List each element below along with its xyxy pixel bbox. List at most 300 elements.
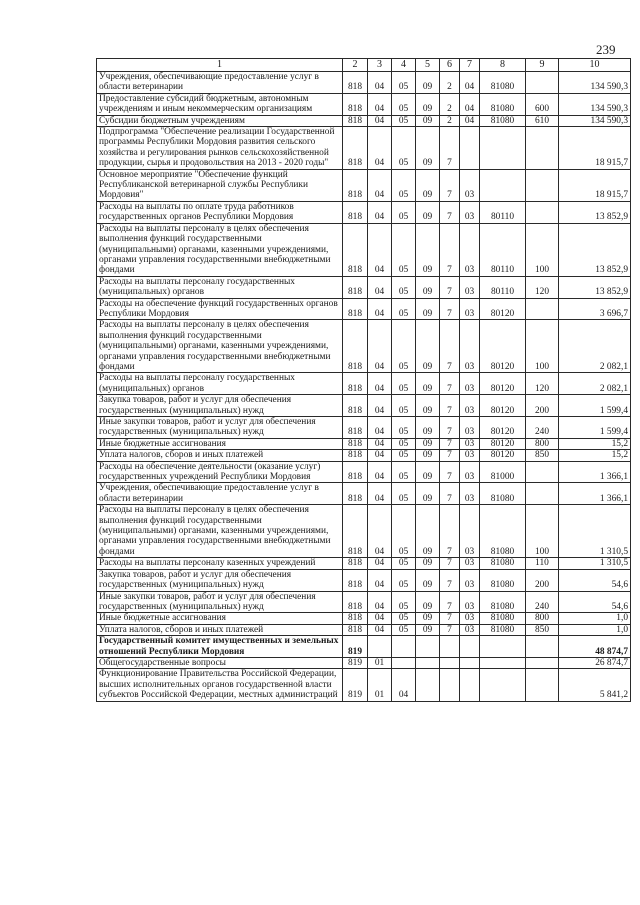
column-header: 6 bbox=[440, 59, 460, 72]
row-code-cell: 05 bbox=[392, 613, 416, 624]
row-code-cell: 09 bbox=[416, 438, 440, 449]
row-sum-cell: 1 366,1 bbox=[559, 461, 631, 483]
row-code-cell: 818 bbox=[343, 613, 368, 624]
row-code-cell: 09 bbox=[416, 201, 440, 223]
row-code-cell bbox=[416, 657, 440, 668]
row-code-cell: 03 bbox=[460, 624, 480, 635]
row-sum-cell: 1 599,4 bbox=[559, 417, 631, 439]
row-code-cell: 01 bbox=[368, 657, 392, 668]
row-code-cell bbox=[480, 657, 526, 668]
table-row bbox=[97, 636, 631, 658]
row-code-cell: 818 bbox=[343, 201, 368, 223]
row-code-cell: 80120 bbox=[480, 438, 526, 449]
row-sum-cell: 54,6 bbox=[559, 569, 631, 591]
table-row bbox=[97, 669, 631, 701]
row-name-cell: Расходы на выплаты персоналу в целях обеспечения выполнения функций государственными (муниципальными) органами, казенными учреждениями, органами управления государственными внебюджетными фондами bbox=[97, 505, 343, 558]
row-code-cell: 818 bbox=[343, 72, 368, 94]
row-code-cell: 819 bbox=[343, 636, 368, 658]
row-code-cell: 240 bbox=[526, 417, 559, 439]
column-header: 3 bbox=[368, 59, 392, 72]
row-code-cell: 04 bbox=[368, 169, 392, 201]
row-code-cell: 7 bbox=[440, 558, 460, 569]
row-code-cell bbox=[440, 669, 460, 701]
row-code-cell: 04 bbox=[368, 624, 392, 635]
row-code-cell bbox=[392, 657, 416, 668]
table-row bbox=[97, 450, 631, 461]
row-sum-cell: 1 366,1 bbox=[559, 483, 631, 505]
row-code-cell: 7 bbox=[440, 461, 460, 483]
row-code-cell: 05 bbox=[392, 505, 416, 558]
row-sum-cell: 134 590,3 bbox=[559, 93, 631, 115]
row-code-cell bbox=[526, 636, 559, 658]
row-code-cell: 05 bbox=[392, 373, 416, 395]
row-code-cell: 818 bbox=[343, 276, 368, 298]
row-code-cell: 09 bbox=[416, 461, 440, 483]
row-code-cell: 05 bbox=[392, 450, 416, 461]
column-header: 2 bbox=[343, 59, 368, 72]
table-row bbox=[97, 169, 631, 201]
column-header: 8 bbox=[480, 59, 526, 72]
row-code-cell: 04 bbox=[368, 320, 392, 373]
row-code-cell: 81080 bbox=[480, 72, 526, 94]
row-code-cell: 05 bbox=[392, 558, 416, 569]
row-code-cell: 09 bbox=[416, 624, 440, 635]
row-code-cell: 7 bbox=[440, 613, 460, 624]
row-code-cell: 03 bbox=[460, 450, 480, 461]
row-code-cell: 09 bbox=[416, 569, 440, 591]
row-sum-cell: 54,6 bbox=[559, 591, 631, 613]
row-code-cell: 05 bbox=[392, 438, 416, 449]
row-code-cell: 03 bbox=[460, 395, 480, 417]
row-sum-cell: 2 082,1 bbox=[559, 320, 631, 373]
row-code-cell bbox=[392, 636, 416, 658]
row-code-cell: 818 bbox=[343, 505, 368, 558]
row-code-cell: 04 bbox=[368, 461, 392, 483]
row-code-cell: 05 bbox=[392, 569, 416, 591]
row-name-cell: Иные закупки товаров, работ и услуг для обеспечения государственных (муниципальных) нужд bbox=[97, 417, 343, 439]
row-code-cell bbox=[440, 636, 460, 658]
row-code-cell: 04 bbox=[368, 450, 392, 461]
row-code-cell: 110 bbox=[526, 558, 559, 569]
table-row bbox=[97, 613, 631, 624]
table-row bbox=[97, 127, 631, 170]
row-code-cell: 7 bbox=[440, 591, 460, 613]
row-code-cell: 03 bbox=[460, 169, 480, 201]
row-name-cell: Учреждения, обеспечивающие предоставление услуг в области ветеринарии bbox=[97, 483, 343, 505]
row-code-cell: 7 bbox=[440, 450, 460, 461]
row-code-cell: 04 bbox=[460, 115, 480, 126]
row-code-cell: 03 bbox=[460, 276, 480, 298]
row-code-cell: 05 bbox=[392, 93, 416, 115]
row-code-cell: 120 bbox=[526, 276, 559, 298]
row-code-cell: 80120 bbox=[480, 298, 526, 320]
row-code-cell: 04 bbox=[460, 93, 480, 115]
row-code-cell: 818 bbox=[343, 93, 368, 115]
row-code-cell: 80110 bbox=[480, 201, 526, 223]
row-code-cell: 04 bbox=[368, 373, 392, 395]
table-row bbox=[97, 320, 631, 373]
row-name-cell: Уплата налогов, сборов и иных платежей bbox=[97, 624, 343, 635]
row-code-cell: 80120 bbox=[480, 395, 526, 417]
row-code-cell: 80110 bbox=[480, 223, 526, 276]
row-name-cell: Расходы на выплаты персоналу государственных (муниципальных) органов bbox=[97, 373, 343, 395]
row-code-cell: 04 bbox=[368, 558, 392, 569]
table-row bbox=[97, 483, 631, 505]
row-code-cell: 818 bbox=[343, 417, 368, 439]
row-code-cell bbox=[480, 169, 526, 201]
row-code-cell bbox=[368, 636, 392, 658]
row-code-cell: 819 bbox=[343, 669, 368, 701]
row-code-cell bbox=[460, 669, 480, 701]
row-code-cell: 800 bbox=[526, 438, 559, 449]
row-code-cell bbox=[416, 669, 440, 701]
row-code-cell: 81080 bbox=[480, 93, 526, 115]
row-name-cell: Расходы на выплаты персоналу казенных учреждений bbox=[97, 558, 343, 569]
row-name-cell: Иные бюджетные ассигнования bbox=[97, 438, 343, 449]
row-code-cell: 818 bbox=[343, 591, 368, 613]
row-code-cell: 818 bbox=[343, 115, 368, 126]
row-code-cell: 818 bbox=[343, 127, 368, 170]
row-code-cell: 04 bbox=[368, 417, 392, 439]
row-name-cell: Расходы на обеспечение деятельности (оказание услуг) государственных учреждений Республики Мордовия bbox=[97, 461, 343, 483]
row-code-cell: 240 bbox=[526, 591, 559, 613]
row-code-cell: 818 bbox=[343, 569, 368, 591]
row-code-cell: 81080 bbox=[480, 483, 526, 505]
table-row bbox=[97, 93, 631, 115]
column-header: 5 bbox=[416, 59, 440, 72]
row-code-cell: 05 bbox=[392, 169, 416, 201]
table-body bbox=[97, 72, 631, 702]
row-code-cell bbox=[526, 201, 559, 223]
row-code-cell: 03 bbox=[460, 483, 480, 505]
row-code-cell bbox=[440, 657, 460, 668]
table-row bbox=[97, 201, 631, 223]
table-row bbox=[97, 417, 631, 439]
row-code-cell: 04 bbox=[368, 127, 392, 170]
row-code-cell: 05 bbox=[392, 395, 416, 417]
row-code-cell: 818 bbox=[343, 438, 368, 449]
row-code-cell: 04 bbox=[368, 395, 392, 417]
table-row bbox=[97, 276, 631, 298]
row-code-cell: 03 bbox=[460, 417, 480, 439]
row-code-cell: 81080 bbox=[480, 558, 526, 569]
row-name-cell: Иные закупки товаров, работ и услуг для обеспечения государственных (муниципальных) нужд bbox=[97, 591, 343, 613]
row-code-cell: 80120 bbox=[480, 373, 526, 395]
row-code-cell: 03 bbox=[460, 298, 480, 320]
row-code-cell bbox=[460, 657, 480, 668]
row-code-cell: 818 bbox=[343, 320, 368, 373]
row-code-cell: 09 bbox=[416, 127, 440, 170]
row-code-cell: 818 bbox=[343, 558, 368, 569]
row-code-cell bbox=[526, 669, 559, 701]
row-code-cell: 09 bbox=[416, 169, 440, 201]
row-code-cell: 850 bbox=[526, 624, 559, 635]
row-code-cell bbox=[480, 127, 526, 170]
row-code-cell: 818 bbox=[343, 450, 368, 461]
table-row bbox=[97, 373, 631, 395]
row-name-cell: Закупка товаров, работ и услуг для обеспечения государственных (муниципальных) нужд bbox=[97, 569, 343, 591]
row-code-cell bbox=[526, 127, 559, 170]
row-code-cell: 03 bbox=[460, 613, 480, 624]
row-code-cell: 09 bbox=[416, 450, 440, 461]
row-code-cell: 04 bbox=[368, 613, 392, 624]
row-name-cell: Расходы на обеспечение функций государственных органов Республики Мордовия bbox=[97, 298, 343, 320]
row-sum-cell: 1 310,5 bbox=[559, 558, 631, 569]
row-sum-cell: 13 852,9 bbox=[559, 201, 631, 223]
row-code-cell: 81080 bbox=[480, 569, 526, 591]
row-sum-cell: 48 874,7 bbox=[559, 636, 631, 658]
table-row bbox=[97, 223, 631, 276]
row-code-cell: 04 bbox=[368, 223, 392, 276]
row-name-cell: Подпрограмма "Обеспечение реализации Государственной программы Республики Мордовия развития сельского хозяйства и регулирования рынков сельскохозяйственной продукции, сырья и продовольствия на 2013 - 2020 годы" bbox=[97, 127, 343, 170]
row-code-cell: 7 bbox=[440, 223, 460, 276]
row-code-cell: 850 bbox=[526, 450, 559, 461]
row-code-cell: 7 bbox=[440, 127, 460, 170]
column-header: 10 bbox=[559, 59, 631, 72]
row-code-cell: 04 bbox=[368, 591, 392, 613]
row-code-cell: 05 bbox=[392, 417, 416, 439]
table-row bbox=[97, 505, 631, 558]
row-code-cell: 2 bbox=[440, 115, 460, 126]
row-code-cell bbox=[480, 636, 526, 658]
row-code-cell: 09 bbox=[416, 320, 440, 373]
row-code-cell: 05 bbox=[392, 591, 416, 613]
row-code-cell: 03 bbox=[460, 569, 480, 591]
row-code-cell: 04 bbox=[368, 438, 392, 449]
row-sum-cell: 15,2 bbox=[559, 450, 631, 461]
row-code-cell bbox=[416, 636, 440, 658]
table-row bbox=[97, 657, 631, 668]
row-code-cell: 03 bbox=[460, 201, 480, 223]
table-row bbox=[97, 569, 631, 591]
row-code-cell: 7 bbox=[440, 320, 460, 373]
row-code-cell: 818 bbox=[343, 373, 368, 395]
row-code-cell: 818 bbox=[343, 624, 368, 635]
row-code-cell: 120 bbox=[526, 373, 559, 395]
row-code-cell: 04 bbox=[460, 72, 480, 94]
row-code-cell: 09 bbox=[416, 483, 440, 505]
row-code-cell: 600 bbox=[526, 93, 559, 115]
row-name-cell: Иные бюджетные ассигнования bbox=[97, 613, 343, 624]
row-code-cell: 81080 bbox=[480, 624, 526, 635]
row-code-cell: 80120 bbox=[480, 417, 526, 439]
row-code-cell: 09 bbox=[416, 591, 440, 613]
row-code-cell: 09 bbox=[416, 373, 440, 395]
table-row bbox=[97, 298, 631, 320]
table-row bbox=[97, 438, 631, 449]
row-sum-cell: 5 841,2 bbox=[559, 669, 631, 701]
row-code-cell: 05 bbox=[392, 276, 416, 298]
row-sum-cell: 134 590,3 bbox=[559, 72, 631, 94]
row-code-cell bbox=[526, 169, 559, 201]
row-code-cell: 04 bbox=[368, 201, 392, 223]
row-code-cell: 2 bbox=[440, 93, 460, 115]
row-name-cell: Функционирование Правительства Российской Федерации, высших исполнительных органов государственной власти субъектов Российской Федерации, местных администраций bbox=[97, 669, 343, 701]
row-code-cell: 818 bbox=[343, 298, 368, 320]
row-code-cell: 200 bbox=[526, 395, 559, 417]
row-sum-cell: 18 915,7 bbox=[559, 127, 631, 170]
table-row bbox=[97, 115, 631, 126]
row-code-cell: 09 bbox=[416, 93, 440, 115]
row-code-cell: 7 bbox=[440, 483, 460, 505]
row-code-cell: 09 bbox=[416, 558, 440, 569]
row-code-cell: 05 bbox=[392, 320, 416, 373]
row-sum-cell: 1 310,5 bbox=[559, 505, 631, 558]
column-header: 4 bbox=[392, 59, 416, 72]
row-sum-cell: 26 874,7 bbox=[559, 657, 631, 668]
column-header: 7 bbox=[460, 59, 480, 72]
row-code-cell: 100 bbox=[526, 320, 559, 373]
row-code-cell: 03 bbox=[460, 373, 480, 395]
row-code-cell: 81080 bbox=[480, 115, 526, 126]
table-header-row bbox=[97, 59, 631, 72]
row-code-cell: 818 bbox=[343, 169, 368, 201]
row-sum-cell: 134 590,3 bbox=[559, 115, 631, 126]
row-code-cell: 05 bbox=[392, 223, 416, 276]
table-row bbox=[97, 624, 631, 635]
row-code-cell: 05 bbox=[392, 624, 416, 635]
row-code-cell: 09 bbox=[416, 395, 440, 417]
table-row bbox=[97, 461, 631, 483]
row-code-cell: 100 bbox=[526, 223, 559, 276]
row-code-cell: 80120 bbox=[480, 320, 526, 373]
row-code-cell: 7 bbox=[440, 505, 460, 558]
row-name-cell: Государственный комитет имущественных и земельных отношений Республики Мордовия bbox=[97, 636, 343, 658]
row-code-cell: 7 bbox=[440, 624, 460, 635]
row-code-cell: 09 bbox=[416, 613, 440, 624]
row-code-cell: 2 bbox=[440, 72, 460, 94]
row-code-cell: 818 bbox=[343, 483, 368, 505]
row-code-cell: 09 bbox=[416, 115, 440, 126]
row-code-cell: 05 bbox=[392, 127, 416, 170]
row-code-cell: 03 bbox=[460, 461, 480, 483]
row-code-cell bbox=[526, 72, 559, 94]
row-code-cell: 03 bbox=[460, 438, 480, 449]
row-code-cell: 100 bbox=[526, 505, 559, 558]
row-name-cell: Расходы на выплаты персоналу государственных (муниципальных) органов bbox=[97, 276, 343, 298]
row-code-cell: 7 bbox=[440, 417, 460, 439]
row-code-cell: 01 bbox=[368, 669, 392, 701]
row-code-cell: 05 bbox=[392, 115, 416, 126]
row-code-cell: 04 bbox=[392, 669, 416, 701]
row-code-cell: 03 bbox=[460, 320, 480, 373]
row-code-cell: 819 bbox=[343, 657, 368, 668]
table-row bbox=[97, 591, 631, 613]
row-sum-cell: 1 599,4 bbox=[559, 395, 631, 417]
row-code-cell: 04 bbox=[368, 115, 392, 126]
row-code-cell: 04 bbox=[368, 483, 392, 505]
budget-table bbox=[96, 58, 631, 702]
row-code-cell: 04 bbox=[368, 276, 392, 298]
row-code-cell: 09 bbox=[416, 276, 440, 298]
row-name-cell: Уплата налогов, сборов и иных платежей bbox=[97, 450, 343, 461]
row-code-cell: 04 bbox=[368, 569, 392, 591]
row-code-cell: 04 bbox=[368, 93, 392, 115]
row-name-cell: Общегосударственные вопросы bbox=[97, 657, 343, 668]
row-name-cell: Расходы на выплаты персоналу в целях обеспечения выполнения функций государственными (муниципальными) органами, казенными учреждениями, органами управления государственными внебюджетными фондами bbox=[97, 223, 343, 276]
row-code-cell: 7 bbox=[440, 276, 460, 298]
row-name-cell: Закупка товаров, работ и услуг для обеспечения государственных (муниципальных) нужд bbox=[97, 395, 343, 417]
row-code-cell: 81080 bbox=[480, 613, 526, 624]
row-code-cell: 05 bbox=[392, 72, 416, 94]
row-code-cell bbox=[526, 461, 559, 483]
row-code-cell: 7 bbox=[440, 201, 460, 223]
row-code-cell: 200 bbox=[526, 569, 559, 591]
row-code-cell: 05 bbox=[392, 461, 416, 483]
row-name-cell: Основное мероприятие "Обеспечение функций Республиканской ветеринарной службы Республики Мордовия" bbox=[97, 169, 343, 201]
row-name-cell: Учреждения, обеспечивающие предоставление услуг в области ветеринарии bbox=[97, 72, 343, 94]
row-code-cell: 7 bbox=[440, 438, 460, 449]
row-code-cell bbox=[526, 483, 559, 505]
row-code-cell: 800 bbox=[526, 613, 559, 624]
row-code-cell: 80120 bbox=[480, 450, 526, 461]
row-code-cell: 05 bbox=[392, 483, 416, 505]
row-code-cell bbox=[460, 127, 480, 170]
row-code-cell: 03 bbox=[460, 558, 480, 569]
row-name-cell: Расходы на выплаты по оплате труда работников государственных органов Республики Мордовия bbox=[97, 201, 343, 223]
row-code-cell: 09 bbox=[416, 298, 440, 320]
row-code-cell: 09 bbox=[416, 223, 440, 276]
page-number: 239 bbox=[596, 42, 616, 57]
row-code-cell: 81000 bbox=[480, 461, 526, 483]
row-code-cell: 03 bbox=[460, 223, 480, 276]
row-code-cell: 610 bbox=[526, 115, 559, 126]
row-sum-cell: 18 915,7 bbox=[559, 169, 631, 201]
row-name-cell: Предоставление субсидий бюджетным, автономным учреждениям и иным некоммерческим организациям bbox=[97, 93, 343, 115]
column-header: 1 bbox=[97, 59, 343, 72]
table-row bbox=[97, 558, 631, 569]
row-sum-cell: 3 696,7 bbox=[559, 298, 631, 320]
column-header: 9 bbox=[526, 59, 559, 72]
row-code-cell: 818 bbox=[343, 395, 368, 417]
row-code-cell: 09 bbox=[416, 505, 440, 558]
row-code-cell: 80110 bbox=[480, 276, 526, 298]
row-code-cell: 05 bbox=[392, 201, 416, 223]
row-code-cell: 7 bbox=[440, 569, 460, 591]
row-code-cell bbox=[480, 669, 526, 701]
row-sum-cell: 15,2 bbox=[559, 438, 631, 449]
row-code-cell: 03 bbox=[460, 505, 480, 558]
row-code-cell: 04 bbox=[368, 298, 392, 320]
row-code-cell: 7 bbox=[440, 395, 460, 417]
row-sum-cell: 1,0 bbox=[559, 624, 631, 635]
row-code-cell: 818 bbox=[343, 223, 368, 276]
row-sum-cell: 2 082,1 bbox=[559, 373, 631, 395]
row-code-cell: 09 bbox=[416, 417, 440, 439]
row-sum-cell: 13 852,9 bbox=[559, 276, 631, 298]
row-code-cell: 05 bbox=[392, 298, 416, 320]
row-code-cell bbox=[526, 657, 559, 668]
row-code-cell: 09 bbox=[416, 72, 440, 94]
row-sum-cell: 1,0 bbox=[559, 613, 631, 624]
table-row bbox=[97, 72, 631, 94]
row-code-cell bbox=[460, 636, 480, 658]
row-code-cell: 7 bbox=[440, 169, 460, 201]
row-code-cell: 03 bbox=[460, 591, 480, 613]
row-code-cell: 818 bbox=[343, 461, 368, 483]
row-code-cell: 04 bbox=[368, 72, 392, 94]
row-sum-cell: 13 852,9 bbox=[559, 223, 631, 276]
row-code-cell: 7 bbox=[440, 373, 460, 395]
table-row bbox=[97, 395, 631, 417]
row-code-cell: 81080 bbox=[480, 591, 526, 613]
row-name-cell: Субсидии бюджетным учреждениям bbox=[97, 115, 343, 126]
row-code-cell: 7 bbox=[440, 298, 460, 320]
row-name-cell: Расходы на выплаты персоналу в целях обеспечения выполнения функций государственными (муниципальными) органами, казенными учреждениями, органами управления государственными внебюджетными фондами bbox=[97, 320, 343, 373]
row-code-cell: 81080 bbox=[480, 505, 526, 558]
row-code-cell bbox=[526, 298, 559, 320]
row-code-cell: 04 bbox=[368, 505, 392, 558]
